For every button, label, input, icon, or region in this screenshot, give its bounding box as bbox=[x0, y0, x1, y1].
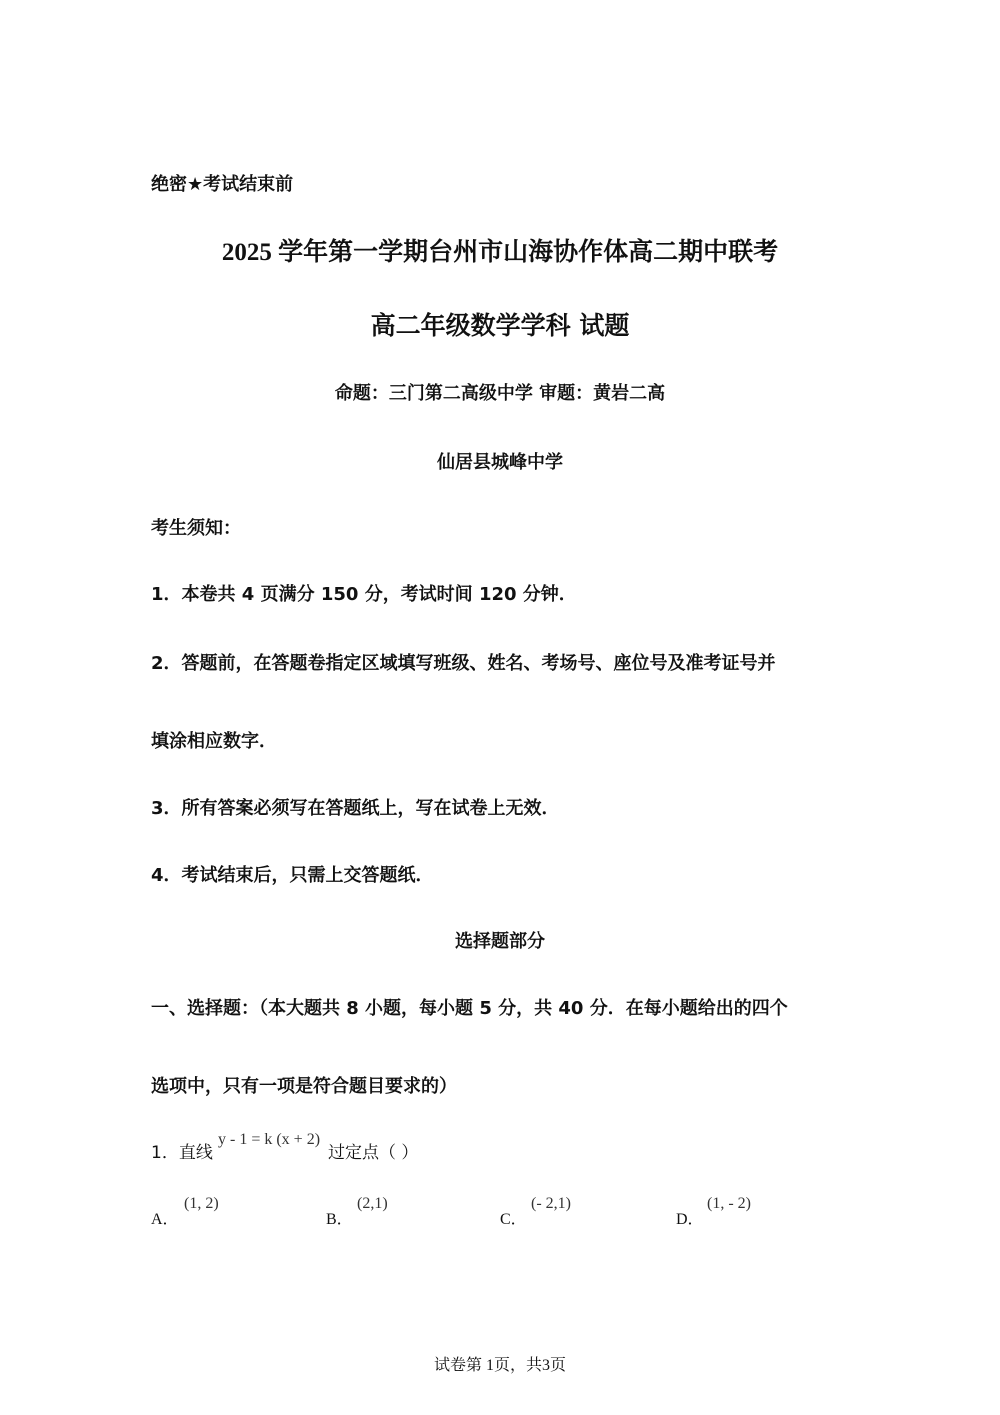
notice-item-2: 2．答题前，在答题卷指定区域填写班级、姓名、考场号、座位号及准考证号并 bbox=[151, 653, 776, 674]
notice-item-3: 3．所有答案必须写在答题纸上，写在试卷上无效． bbox=[151, 798, 560, 819]
section-heading-continued: 选项中，只有一项是符合题目要求的） bbox=[151, 1076, 457, 1097]
option-a-label: A． bbox=[151, 1211, 179, 1228]
option-d-value: (1, - 2) bbox=[707, 1195, 751, 1212]
notice-item-1: 1．本卷共 4 页满分 150 分，考试时间 120 分钟． bbox=[151, 584, 577, 605]
question-1-suffix: 过定点（ ） bbox=[328, 1143, 419, 1163]
section-heading: 一、选择题：（本大题共 8 小题，每小题 5 分，共 40 分．在每小题给出的四个 bbox=[151, 998, 788, 1019]
question-1-prefix: 1．直线 bbox=[151, 1143, 213, 1163]
notice-item-2-continued: 填涂相应数字． bbox=[151, 731, 277, 752]
option-c-label: C． bbox=[500, 1211, 527, 1228]
notice-item-4: 4．考试结束后，只需上交答题纸． bbox=[151, 865, 434, 886]
option-a-value: (1, 2) bbox=[184, 1195, 219, 1212]
option-b-label: B． bbox=[326, 1211, 353, 1228]
authors-line: 命题：三门第二高级中学 审题：黄岩二高 bbox=[334, 383, 666, 404]
secret-mark: 绝密★考试结束前 bbox=[151, 174, 294, 195]
section-title: 选择题部分 bbox=[455, 931, 545, 952]
exam-subtitle: 高二年级数学学科 试题 bbox=[370, 311, 630, 340]
question-1-equation: y - 1 = k (x + 2) bbox=[218, 1131, 321, 1148]
notice-heading: 考生须知： bbox=[151, 518, 241, 539]
page-footer: 试卷第 1页，共3页 bbox=[433, 1357, 566, 1374]
option-d-label: D． bbox=[676, 1211, 704, 1228]
exam-title: 2025 学年第一学期台州市山海协作体高二期中联考 bbox=[221, 239, 779, 266]
authors-line-2: 仙居县城峰中学 bbox=[437, 452, 563, 473]
option-b-value: (2,1) bbox=[357, 1195, 388, 1212]
option-c-value: (- 2,1) bbox=[531, 1195, 571, 1212]
